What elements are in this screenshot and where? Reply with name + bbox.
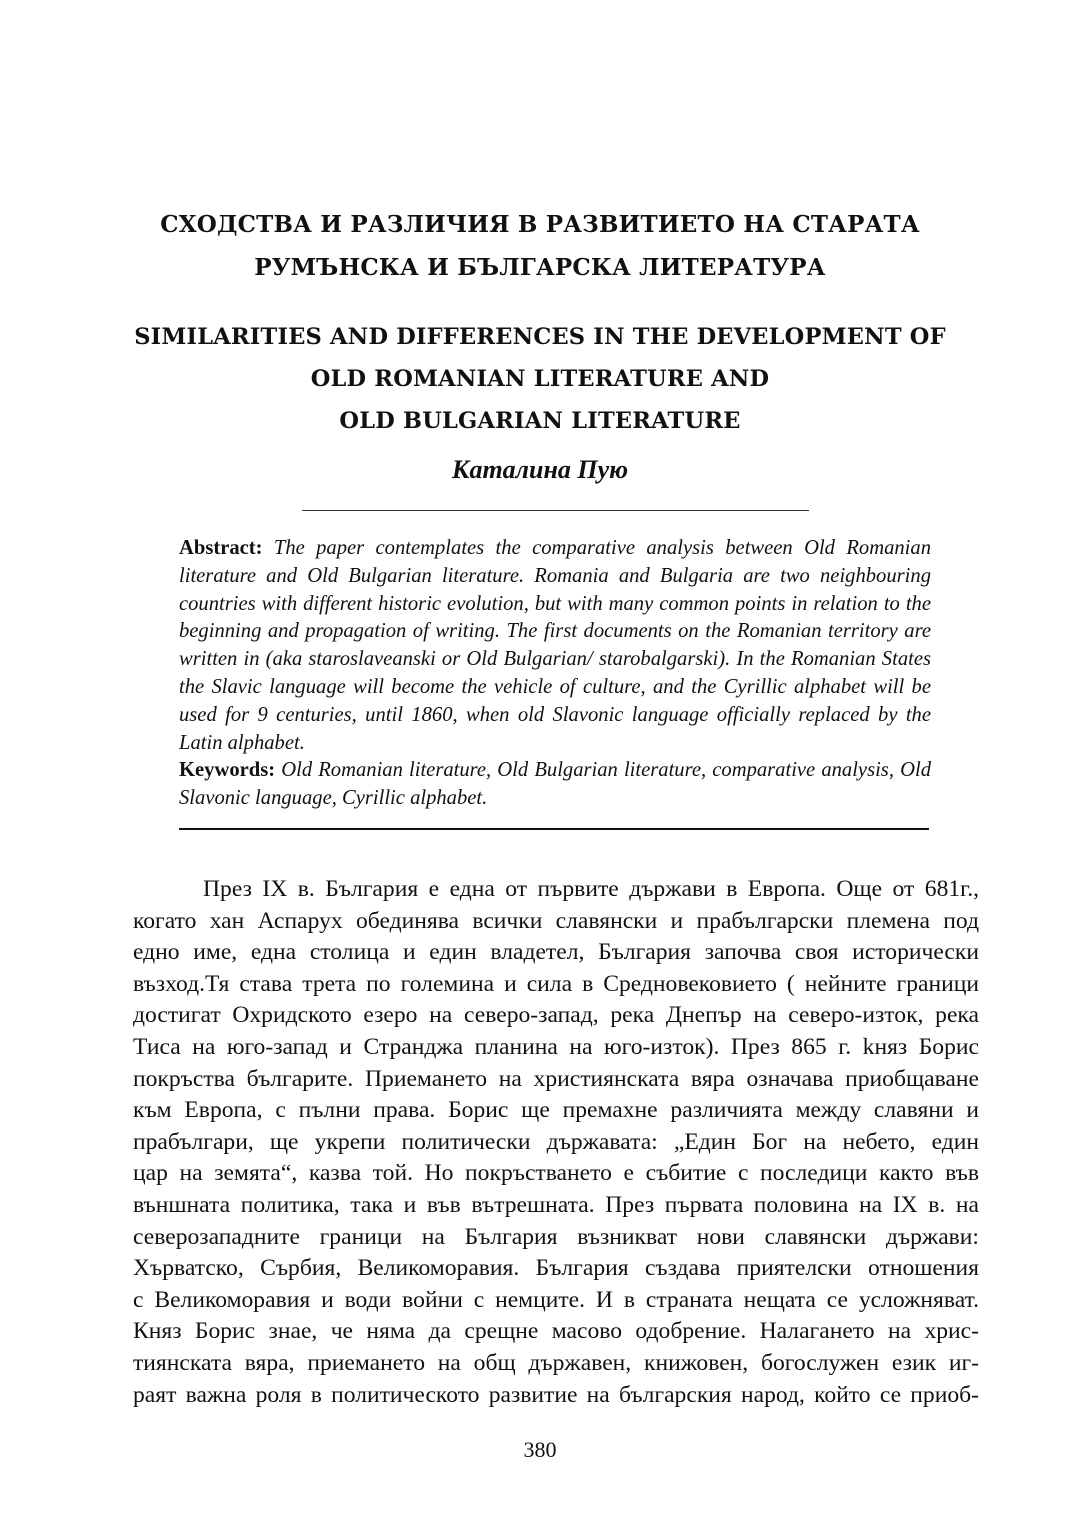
body-line: достигат Охридското езеро на северо-запад, река Днепър на северо-изток, река	[133, 1002, 979, 1029]
abstract-text: The paper contemplates the comparative analysis between Old Romanian literature and Old Bulgarian literature. Romania and Bulgaria are two neighbouring countries with different historic evolution, but with many common points in relation to the beginning and propagation of writing. The first documents on the Romanian territory are written in (aka staroslaveanski or Old Bulgarian/ starobalgarski). In the Romanian States the Slavic language will become the vehicle of culture, and the Cyrillic alphabet will be used for 9 centuries, until 1860, when old Slavonic language officially replaced by the Latin alphabet.	[179, 537, 932, 754]
abstract-block	[179, 535, 931, 813]
keywords-text: Old Romanian literature, Old Bulgarian literature, comparative analysis, Old Slavonic language, Cyrillic alphabet.	[179, 759, 931, 810]
author-name: Каталина Пую	[451, 455, 629, 484]
title-bulgarian	[0, 203, 1080, 289]
body-line: с Великоморавия и води войни с немците. И в страната нещата се усложняват.	[133, 1286, 979, 1313]
body-line: северозападните граници на България възникват нови славянски държави:	[133, 1223, 979, 1250]
separator-rule-top	[302, 510, 809, 511]
body-line: цар на земята“, казва той. Но покръстването е събитие с последици както във	[133, 1160, 979, 1187]
body-paragraph	[133, 874, 979, 1411]
body-line: Княз Борис знае, че няма да срещне масово одобрение. Налагането на хрис-	[133, 1318, 979, 1345]
body-line: покръства българите. Приемането на християнската вяра означава приобщаване	[133, 1065, 979, 1092]
title-en-line-2: OLD ROMANIAN LITERATURE AND	[310, 366, 770, 392]
body-line: раят важна роля в политическото развитие на българския народ, който се приоб-	[133, 1381, 979, 1408]
abstract-paragraph	[179, 535, 931, 757]
body-line: възход.Тя става трета по големина и сила в Средновековието ( нейните граници	[133, 970, 979, 997]
keywords-label: Keywords:	[179, 759, 276, 782]
page-number: 380	[523, 1437, 557, 1462]
body-line: тиянската вяра, приемането на общ държавен, книжовен, богослужен език иг-	[133, 1349, 979, 1376]
separator-rule-bottom	[179, 828, 929, 830]
title-bg-line-1: СХОДСТВА И РАЗЛИЧИЯ В РАЗВИТИЕТО НА СТАРАТА	[160, 211, 920, 238]
title-bg-line-2: РУМЪНСКА И БЪЛГАРСКА ЛИТЕРАТУРА	[254, 254, 826, 281]
body-line: Хърватско, Сърбия, Великоморавия. България създава приятелски отношения	[133, 1255, 979, 1282]
title-en-line-3: OLD BULGARIAN LITERATURE	[339, 408, 741, 434]
body-line: Тиса на юго-запад и Странджа планина на юго-изток). През 865 г. kняз Борис	[133, 1033, 979, 1060]
body-line: външната политика, така и във вътрешната. През първата половина на IX в. на	[133, 1191, 979, 1218]
keywords-paragraph	[179, 757, 931, 813]
body-line: когато хан Аспарух обединява всички славянски и прабългарски племена под	[133, 907, 979, 934]
body-line: През IX в. България е една от първите държави в Европа. Още от 681г.,	[203, 876, 979, 902]
title-en-line-1: SIMILARITIES AND DIFFERENCES IN THE DEVELOPMENT OF	[134, 324, 946, 350]
abstract-label: Abstract:	[179, 537, 263, 559]
title-english	[0, 316, 1080, 442]
body-line: прабългари, ще укрепи политически държавата: „Един Бог на небето, един	[133, 1128, 979, 1155]
body-line: към Европа, с пълни права. Борис ще премахне различията между славяни и	[133, 1097, 979, 1124]
body-line: едно име, една столица и един владетел, България започва своя исторически	[133, 939, 979, 966]
